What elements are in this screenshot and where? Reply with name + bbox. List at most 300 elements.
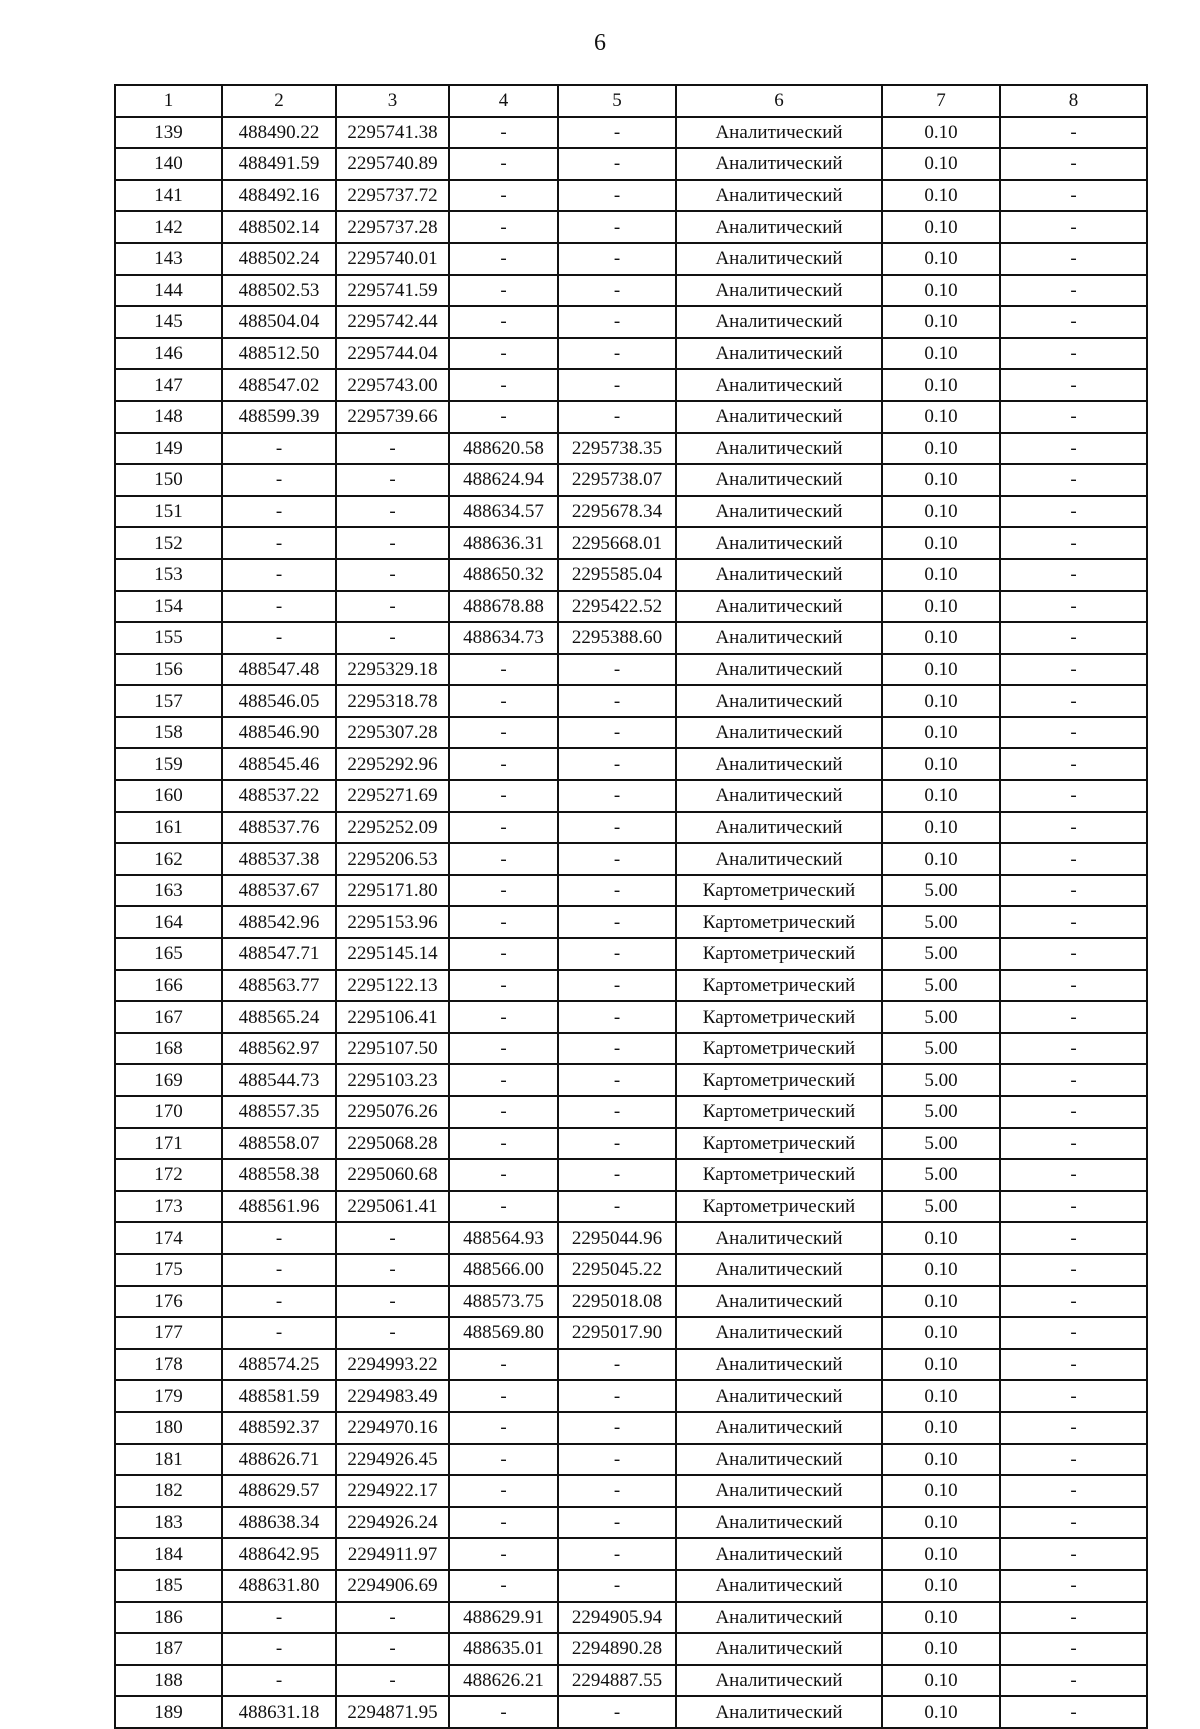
x-new-cell: 488624.94 <box>449 464 558 496</box>
y-new-cell: 2295044.96 <box>558 1222 676 1254</box>
x-new-cell: - <box>449 306 558 338</box>
y-existing-cell: - <box>336 1665 449 1697</box>
y-existing-cell: - <box>336 1633 449 1665</box>
table-row <box>115 148 1147 180</box>
column-header: 4 <box>449 85 558 117</box>
y-existing-cell: 2295329.18 <box>336 654 449 686</box>
column-header: 7 <box>882 85 1000 117</box>
description-cell: - <box>1000 1033 1147 1065</box>
method-cell: Аналитический <box>676 1696 882 1728</box>
y-existing-cell: - <box>336 1286 449 1318</box>
x-existing-cell: 488546.90 <box>222 717 336 749</box>
accuracy-cell: 0.10 <box>882 1507 1000 1539</box>
x-existing-cell: 488626.71 <box>222 1444 336 1476</box>
x-new-cell: - <box>449 748 558 780</box>
table-header <box>115 85 1147 117</box>
x-new-cell: - <box>449 906 558 938</box>
point-number-cell: 162 <box>115 843 222 875</box>
y-existing-cell: 2295741.38 <box>336 117 449 149</box>
point-number-cell: 149 <box>115 433 222 465</box>
accuracy-cell: 5.00 <box>882 970 1000 1002</box>
column-header: 8 <box>1000 85 1147 117</box>
table-row <box>115 369 1147 401</box>
point-number-cell: 144 <box>115 275 222 307</box>
accuracy-cell: 0.10 <box>882 685 1000 717</box>
x-existing-cell: 488599.39 <box>222 401 336 433</box>
point-number-cell: 174 <box>115 1222 222 1254</box>
method-cell: Картометрический <box>676 1064 882 1096</box>
y-new-cell: - <box>558 717 676 749</box>
table-row <box>115 654 1147 686</box>
table-row <box>115 1128 1147 1160</box>
table-row <box>115 275 1147 307</box>
y-existing-cell: - <box>336 1317 449 1349</box>
y-existing-cell: 2295060.68 <box>336 1159 449 1191</box>
x-existing-cell: - <box>222 622 336 654</box>
description-cell: - <box>1000 748 1147 780</box>
y-new-cell: - <box>558 906 676 938</box>
x-new-cell: - <box>449 1349 558 1381</box>
method-cell: Аналитический <box>676 1665 882 1697</box>
accuracy-cell: 0.10 <box>882 717 1000 749</box>
y-existing-cell: 2295076.26 <box>336 1096 449 1128</box>
point-number-cell: 179 <box>115 1380 222 1412</box>
method-cell: Картометрический <box>676 1128 882 1160</box>
x-new-cell: 488620.58 <box>449 433 558 465</box>
table-row <box>115 906 1147 938</box>
y-new-cell: - <box>558 1444 676 1476</box>
point-number-cell: 160 <box>115 780 222 812</box>
x-existing-cell: 488547.02 <box>222 369 336 401</box>
method-cell: Аналитический <box>676 559 882 591</box>
accuracy-cell: 0.10 <box>882 1286 1000 1318</box>
x-existing-cell: - <box>222 433 336 465</box>
x-new-cell: - <box>449 780 558 812</box>
description-cell: - <box>1000 1001 1147 1033</box>
accuracy-cell: 0.10 <box>882 843 1000 875</box>
table-row <box>115 496 1147 528</box>
method-cell: Аналитический <box>676 496 882 528</box>
table-row <box>115 559 1147 591</box>
description-cell: - <box>1000 1412 1147 1444</box>
description-cell: - <box>1000 591 1147 623</box>
method-cell: Аналитический <box>676 211 882 243</box>
y-new-cell: 2294905.94 <box>558 1602 676 1634</box>
accuracy-cell: 5.00 <box>882 1159 1000 1191</box>
y-new-cell: 2294890.28 <box>558 1633 676 1665</box>
description-cell: - <box>1000 148 1147 180</box>
accuracy-cell: 0.10 <box>882 1538 1000 1570</box>
y-new-cell: - <box>558 401 676 433</box>
table-row <box>115 1538 1147 1570</box>
accuracy-cell: 0.10 <box>882 812 1000 844</box>
y-existing-cell: 2295107.50 <box>336 1033 449 1065</box>
y-new-cell: 2294887.55 <box>558 1665 676 1697</box>
x-new-cell: - <box>449 1507 558 1539</box>
table-row <box>115 1570 1147 1602</box>
x-new-cell: 488636.31 <box>449 527 558 559</box>
y-existing-cell: - <box>336 559 449 591</box>
y-existing-cell: 2295737.28 <box>336 211 449 243</box>
method-cell: Аналитический <box>676 1286 882 1318</box>
x-existing-cell: 488537.67 <box>222 875 336 907</box>
method-cell: Аналитический <box>676 1507 882 1539</box>
table-body <box>115 117 1147 1728</box>
accuracy-cell: 5.00 <box>882 1001 1000 1033</box>
description-cell: - <box>1000 1696 1147 1728</box>
y-new-cell: 2295585.04 <box>558 559 676 591</box>
x-new-cell: - <box>449 1159 558 1191</box>
y-new-cell: - <box>558 1001 676 1033</box>
x-new-cell: - <box>449 338 558 370</box>
description-cell: - <box>1000 1096 1147 1128</box>
x-existing-cell: 488544.73 <box>222 1064 336 1096</box>
description-cell: - <box>1000 812 1147 844</box>
x-new-cell: - <box>449 148 558 180</box>
table-row <box>115 1191 1147 1223</box>
description-cell: - <box>1000 780 1147 812</box>
method-cell: Аналитический <box>676 117 882 149</box>
point-number-cell: 155 <box>115 622 222 654</box>
y-existing-cell: - <box>336 1602 449 1634</box>
table-row <box>115 1507 1147 1539</box>
description-cell: - <box>1000 117 1147 149</box>
x-existing-cell: 488542.96 <box>222 906 336 938</box>
point-number-cell: 169 <box>115 1064 222 1096</box>
x-existing-cell: - <box>222 1602 336 1634</box>
y-new-cell: - <box>558 180 676 212</box>
accuracy-cell: 0.10 <box>882 117 1000 149</box>
x-existing-cell: 488561.96 <box>222 1191 336 1223</box>
table-row <box>115 1380 1147 1412</box>
table-row <box>115 717 1147 749</box>
accuracy-cell: 0.10 <box>882 464 1000 496</box>
y-new-cell: - <box>558 275 676 307</box>
accuracy-cell: 0.10 <box>882 496 1000 528</box>
table-row <box>115 1159 1147 1191</box>
y-existing-cell: 2294906.69 <box>336 1570 449 1602</box>
accuracy-cell: 0.10 <box>882 780 1000 812</box>
method-cell: Аналитический <box>676 148 882 180</box>
table-row <box>115 1696 1147 1728</box>
y-existing-cell: 2294983.49 <box>336 1380 449 1412</box>
method-cell: Аналитический <box>676 464 882 496</box>
x-existing-cell: 488631.80 <box>222 1570 336 1602</box>
point-number-cell: 182 <box>115 1475 222 1507</box>
accuracy-cell: 5.00 <box>882 875 1000 907</box>
x-existing-cell: 488562.97 <box>222 1033 336 1065</box>
point-number-cell: 176 <box>115 1286 222 1318</box>
y-existing-cell: 2295206.53 <box>336 843 449 875</box>
table-row <box>115 938 1147 970</box>
method-cell: Аналитический <box>676 180 882 212</box>
y-new-cell: - <box>558 1380 676 1412</box>
y-new-cell: - <box>558 338 676 370</box>
point-number-cell: 187 <box>115 1633 222 1665</box>
table-row <box>115 1254 1147 1286</box>
y-existing-cell: - <box>336 1254 449 1286</box>
method-cell: Аналитический <box>676 622 882 654</box>
table-row <box>115 1033 1147 1065</box>
y-new-cell: 2295738.07 <box>558 464 676 496</box>
method-cell: Аналитический <box>676 306 882 338</box>
x-new-cell: - <box>449 685 558 717</box>
point-number-cell: 143 <box>115 243 222 275</box>
table-row <box>115 748 1147 780</box>
y-existing-cell: 2294926.24 <box>336 1507 449 1539</box>
x-new-cell: - <box>449 1475 558 1507</box>
description-cell: - <box>1000 1128 1147 1160</box>
point-number-cell: 189 <box>115 1696 222 1728</box>
x-existing-cell: 488504.04 <box>222 306 336 338</box>
y-new-cell: - <box>558 1096 676 1128</box>
point-number-cell: 164 <box>115 906 222 938</box>
y-existing-cell: 2294926.45 <box>336 1444 449 1476</box>
accuracy-cell: 0.10 <box>882 1475 1000 1507</box>
y-existing-cell: 2295740.01 <box>336 243 449 275</box>
point-number-cell: 170 <box>115 1096 222 1128</box>
x-existing-cell: 488629.57 <box>222 1475 336 1507</box>
table-row <box>115 812 1147 844</box>
description-cell: - <box>1000 1286 1147 1318</box>
accuracy-cell: 0.10 <box>882 1444 1000 1476</box>
description-cell: - <box>1000 906 1147 938</box>
x-existing-cell: 488563.77 <box>222 970 336 1002</box>
accuracy-cell: 5.00 <box>882 1096 1000 1128</box>
description-cell: - <box>1000 275 1147 307</box>
table-row <box>115 1444 1147 1476</box>
y-existing-cell: 2294970.16 <box>336 1412 449 1444</box>
description-cell: - <box>1000 1349 1147 1381</box>
x-existing-cell: - <box>222 1317 336 1349</box>
x-new-cell: 488634.73 <box>449 622 558 654</box>
x-existing-cell: 488502.53 <box>222 275 336 307</box>
description-cell: - <box>1000 843 1147 875</box>
method-cell: Аналитический <box>676 812 882 844</box>
accuracy-cell: 5.00 <box>882 1033 1000 1065</box>
method-cell: Аналитический <box>676 1570 882 1602</box>
point-number-cell: 161 <box>115 812 222 844</box>
point-number-cell: 185 <box>115 1570 222 1602</box>
table-row <box>115 780 1147 812</box>
y-existing-cell: 2295153.96 <box>336 906 449 938</box>
y-new-cell: - <box>558 1507 676 1539</box>
y-existing-cell: 2295743.00 <box>336 369 449 401</box>
point-number-cell: 163 <box>115 875 222 907</box>
x-new-cell: - <box>449 1570 558 1602</box>
method-cell: Аналитический <box>676 527 882 559</box>
y-existing-cell: 2295145.14 <box>336 938 449 970</box>
x-existing-cell: 488502.24 <box>222 243 336 275</box>
accuracy-cell: 0.10 <box>882 306 1000 338</box>
point-number-cell: 171 <box>115 1128 222 1160</box>
method-cell: Картометрический <box>676 1001 882 1033</box>
y-existing-cell: - <box>336 464 449 496</box>
y-existing-cell: 2294922.17 <box>336 1475 449 1507</box>
table-row <box>115 1602 1147 1634</box>
method-cell: Аналитический <box>676 1222 882 1254</box>
table-row <box>115 243 1147 275</box>
x-new-cell: - <box>449 1033 558 1065</box>
table-row <box>115 970 1147 1002</box>
table-row <box>115 1096 1147 1128</box>
x-existing-cell: - <box>222 496 336 528</box>
y-new-cell: - <box>558 843 676 875</box>
point-number-cell: 180 <box>115 1412 222 1444</box>
point-number-cell: 188 <box>115 1665 222 1697</box>
accuracy-cell: 0.10 <box>882 654 1000 686</box>
point-number-cell: 154 <box>115 591 222 623</box>
description-cell: - <box>1000 875 1147 907</box>
accuracy-cell: 0.10 <box>882 622 1000 654</box>
table-row <box>115 875 1147 907</box>
point-number-cell: 141 <box>115 180 222 212</box>
method-cell: Аналитический <box>676 243 882 275</box>
coordinates-table <box>114 84 1148 1729</box>
y-new-cell: 2295017.90 <box>558 1317 676 1349</box>
x-existing-cell: 488537.22 <box>222 780 336 812</box>
point-number-cell: 142 <box>115 211 222 243</box>
point-number-cell: 159 <box>115 748 222 780</box>
x-existing-cell: 488581.59 <box>222 1380 336 1412</box>
y-new-cell: - <box>558 1191 676 1223</box>
y-new-cell: - <box>558 685 676 717</box>
accuracy-cell: 0.10 <box>882 1254 1000 1286</box>
header-row <box>115 85 1147 117</box>
point-number-cell: 173 <box>115 1191 222 1223</box>
x-existing-cell: 488592.37 <box>222 1412 336 1444</box>
y-existing-cell: 2295740.89 <box>336 148 449 180</box>
point-number-cell: 157 <box>115 685 222 717</box>
y-new-cell: - <box>558 243 676 275</box>
x-existing-cell: 488512.50 <box>222 338 336 370</box>
y-new-cell: - <box>558 306 676 338</box>
point-number-cell: 150 <box>115 464 222 496</box>
accuracy-cell: 5.00 <box>882 1128 1000 1160</box>
table-row <box>115 1001 1147 1033</box>
x-new-cell: - <box>449 812 558 844</box>
x-existing-cell: 488546.05 <box>222 685 336 717</box>
point-number-cell: 168 <box>115 1033 222 1065</box>
column-header: 5 <box>558 85 676 117</box>
x-existing-cell: 488492.16 <box>222 180 336 212</box>
y-new-cell: - <box>558 812 676 844</box>
description-cell: - <box>1000 1633 1147 1665</box>
y-new-cell: - <box>558 875 676 907</box>
description-cell: - <box>1000 1064 1147 1096</box>
x-new-cell: - <box>449 1001 558 1033</box>
x-new-cell: - <box>449 1191 558 1223</box>
y-new-cell: 2295678.34 <box>558 496 676 528</box>
method-cell: Аналитический <box>676 1475 882 1507</box>
method-cell: Аналитический <box>676 1349 882 1381</box>
accuracy-cell: 5.00 <box>882 906 1000 938</box>
table-row <box>115 338 1147 370</box>
point-number-cell: 177 <box>115 1317 222 1349</box>
description-cell: - <box>1000 1222 1147 1254</box>
table-row <box>115 306 1147 338</box>
method-cell: Аналитический <box>676 1380 882 1412</box>
x-existing-cell: 488558.38 <box>222 1159 336 1191</box>
column-header: 3 <box>336 85 449 117</box>
page-number: 6 <box>594 30 606 56</box>
description-cell: - <box>1000 717 1147 749</box>
y-new-cell: - <box>558 1159 676 1191</box>
method-cell: Аналитический <box>676 685 882 717</box>
accuracy-cell: 0.10 <box>882 148 1000 180</box>
x-new-cell: 488626.21 <box>449 1665 558 1697</box>
method-cell: Аналитический <box>676 369 882 401</box>
x-existing-cell: - <box>222 464 336 496</box>
y-existing-cell: 2295292.96 <box>336 748 449 780</box>
y-existing-cell: 2295742.44 <box>336 306 449 338</box>
point-number-cell: 151 <box>115 496 222 528</box>
description-cell: - <box>1000 1475 1147 1507</box>
y-existing-cell: 2295252.09 <box>336 812 449 844</box>
y-new-cell: 2295045.22 <box>558 1254 676 1286</box>
accuracy-cell: 0.10 <box>882 1570 1000 1602</box>
table-row <box>115 117 1147 149</box>
description-cell: - <box>1000 464 1147 496</box>
x-new-cell: - <box>449 180 558 212</box>
x-new-cell: - <box>449 1538 558 1570</box>
point-number-cell: 167 <box>115 1001 222 1033</box>
y-existing-cell: - <box>336 1222 449 1254</box>
method-cell: Картометрический <box>676 938 882 970</box>
x-existing-cell: - <box>222 1633 336 1665</box>
accuracy-cell: 0.10 <box>882 527 1000 559</box>
method-cell: Аналитический <box>676 1444 882 1476</box>
description-cell: - <box>1000 654 1147 686</box>
method-cell: Аналитический <box>676 1538 882 1570</box>
y-existing-cell: 2294911.97 <box>336 1538 449 1570</box>
point-number-cell: 178 <box>115 1349 222 1381</box>
x-new-cell: - <box>449 717 558 749</box>
description-cell: - <box>1000 1159 1147 1191</box>
method-cell: Аналитический <box>676 1602 882 1634</box>
method-cell: Аналитический <box>676 1412 882 1444</box>
x-existing-cell: 488545.46 <box>222 748 336 780</box>
point-number-cell: 186 <box>115 1602 222 1634</box>
point-number-cell: 184 <box>115 1538 222 1570</box>
x-existing-cell: - <box>222 1222 336 1254</box>
y-existing-cell: 2295737.72 <box>336 180 449 212</box>
x-new-cell: 488573.75 <box>449 1286 558 1318</box>
y-new-cell: - <box>558 654 676 686</box>
table-row <box>115 1317 1147 1349</box>
method-cell: Картометрический <box>676 875 882 907</box>
x-existing-cell: 488638.34 <box>222 1507 336 1539</box>
point-number-cell: 181 <box>115 1444 222 1476</box>
method-cell: Аналитический <box>676 780 882 812</box>
description-cell: - <box>1000 685 1147 717</box>
table-row <box>115 180 1147 212</box>
description-cell: - <box>1000 243 1147 275</box>
x-existing-cell: 488547.71 <box>222 938 336 970</box>
method-cell: Аналитический <box>676 591 882 623</box>
x-existing-cell: 488642.95 <box>222 1538 336 1570</box>
x-new-cell: - <box>449 1064 558 1096</box>
description-cell: - <box>1000 369 1147 401</box>
table-row <box>115 1475 1147 1507</box>
column-header: 1 <box>115 85 222 117</box>
method-cell: Картометрический <box>676 1096 882 1128</box>
accuracy-cell: 0.10 <box>882 1602 1000 1634</box>
x-new-cell: 488634.57 <box>449 496 558 528</box>
y-existing-cell: 2295307.28 <box>336 717 449 749</box>
description-cell: - <box>1000 306 1147 338</box>
description-cell: - <box>1000 1191 1147 1223</box>
